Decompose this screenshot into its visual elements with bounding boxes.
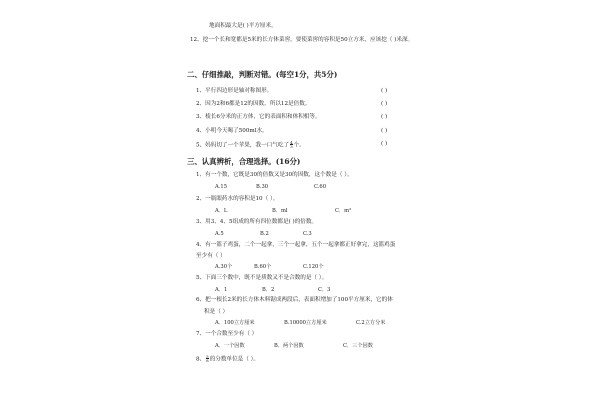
judge-item-5-tail: 个。: [293, 142, 305, 149]
judge-answer-3[interactable]: ( ): [381, 114, 388, 120]
q5-option-c[interactable]: C．3: [318, 287, 331, 293]
choice-q8: [196, 355, 259, 363]
q2-option-c[interactable]: C．m²: [335, 208, 352, 214]
q1-option-c[interactable]: C.60: [314, 184, 327, 190]
q5-option-a[interactable]: A．1: [215, 287, 228, 293]
q4-option-a[interactable]: A.30个: [215, 264, 233, 270]
judge-answer-2[interactable]: ( ): [381, 101, 388, 107]
judge-item-4: 4、小明今天喝了500ml水。: [196, 128, 268, 134]
q6-option-a[interactable]: A．100立方厘米: [215, 320, 255, 326]
q1-option-a[interactable]: A.15: [215, 184, 227, 190]
q2-option-b[interactable]: B．ml: [272, 208, 288, 214]
judge-answer-5[interactable]: ( ): [381, 141, 388, 147]
q3-option-a[interactable]: A.5: [215, 231, 224, 237]
q7-option-b[interactable]: B．两个因数: [274, 343, 304, 349]
choice-q6-cont: 积是（ ）: [204, 309, 229, 315]
judge-item-3: 3、棱长6分米的正方体，它的表面积和体积相等。: [196, 114, 321, 120]
judge-answer-4[interactable]: ( ): [381, 128, 388, 134]
question-12: 12、挖一个长和宽都是5米的长方体菜窖，要使菜窖的容积是50立方米，应该挖（ )米深。: [190, 37, 414, 43]
q3-option-c[interactable]: C.3: [303, 231, 312, 237]
q3-option-b[interactable]: B.2: [260, 231, 269, 237]
choice-q1: 1、有一个数，它既是30的倍数又是30的因数，这个数是（ ）。: [196, 172, 353, 178]
q5-option-b[interactable]: B．2: [262, 287, 275, 293]
fraction: $\frac{5}{8}$: [206, 354, 209, 364]
q4-option-b[interactable]: B.60个: [254, 264, 272, 270]
choice-q3: 3、用3、4、5组成的所有四位数都是( )的倍数。: [196, 219, 318, 225]
judge-item-5: [196, 141, 305, 149]
choice-q7: 7、一个合数至少有（ ）: [196, 331, 258, 337]
choice-q2: 2、一瓶眼药水的容积是10（ ）。: [196, 196, 279, 202]
choice-q4-cont: 至少有（ ）: [196, 253, 226, 259]
q7-option-a[interactable]: A．一个因数: [215, 343, 245, 349]
q7-option-c[interactable]: C．三个因数: [343, 343, 373, 349]
choice-q4: 4、有一篮子鸡蛋，二个一起拿，三个一起拿，五个一起拿都正好拿完，这篮鸡蛋: [196, 242, 396, 248]
q8-text: 的分数单位是（ ）。: [209, 356, 260, 363]
judge-item-5-text: 5、妈妈切了一个苹果，我一口气吃了: [196, 142, 290, 149]
judge-item-1: 1、平行四边形是轴对称图形。: [196, 88, 273, 94]
fraction: $\frac{4}{3}$: [290, 140, 293, 150]
q2-option-a[interactable]: A．L: [215, 208, 228, 214]
judge-item-2: 2、因为2和6都是12的因数，所以12是倍数。: [196, 101, 311, 107]
choice-q5: 5、下面三个数中，既不是质数又不是合数的是（ ）。: [196, 275, 328, 281]
section-3-title: 三、认真辨析，合理选择。(16分): [187, 157, 301, 166]
q6-option-c[interactable]: C.2立方分米: [356, 320, 386, 326]
question-11-tail: 地面积最大是( )平方厘米。: [209, 23, 277, 29]
q8-number: 8、: [196, 356, 206, 363]
q1-option-b[interactable]: B.30: [256, 184, 269, 190]
q4-option-c[interactable]: C.120个: [303, 264, 324, 270]
choice-q6: 6、把一根长2米的长方体木料锯成两段后，表面积增加了100平方厘米，它的体: [196, 297, 393, 303]
q6-option-b[interactable]: B.10000立方厘米: [284, 320, 327, 326]
section-2-title: 二、仔细推敲，判断对错。(每空1分，共5分): [187, 70, 338, 79]
judge-answer-1[interactable]: ( ): [381, 88, 388, 94]
